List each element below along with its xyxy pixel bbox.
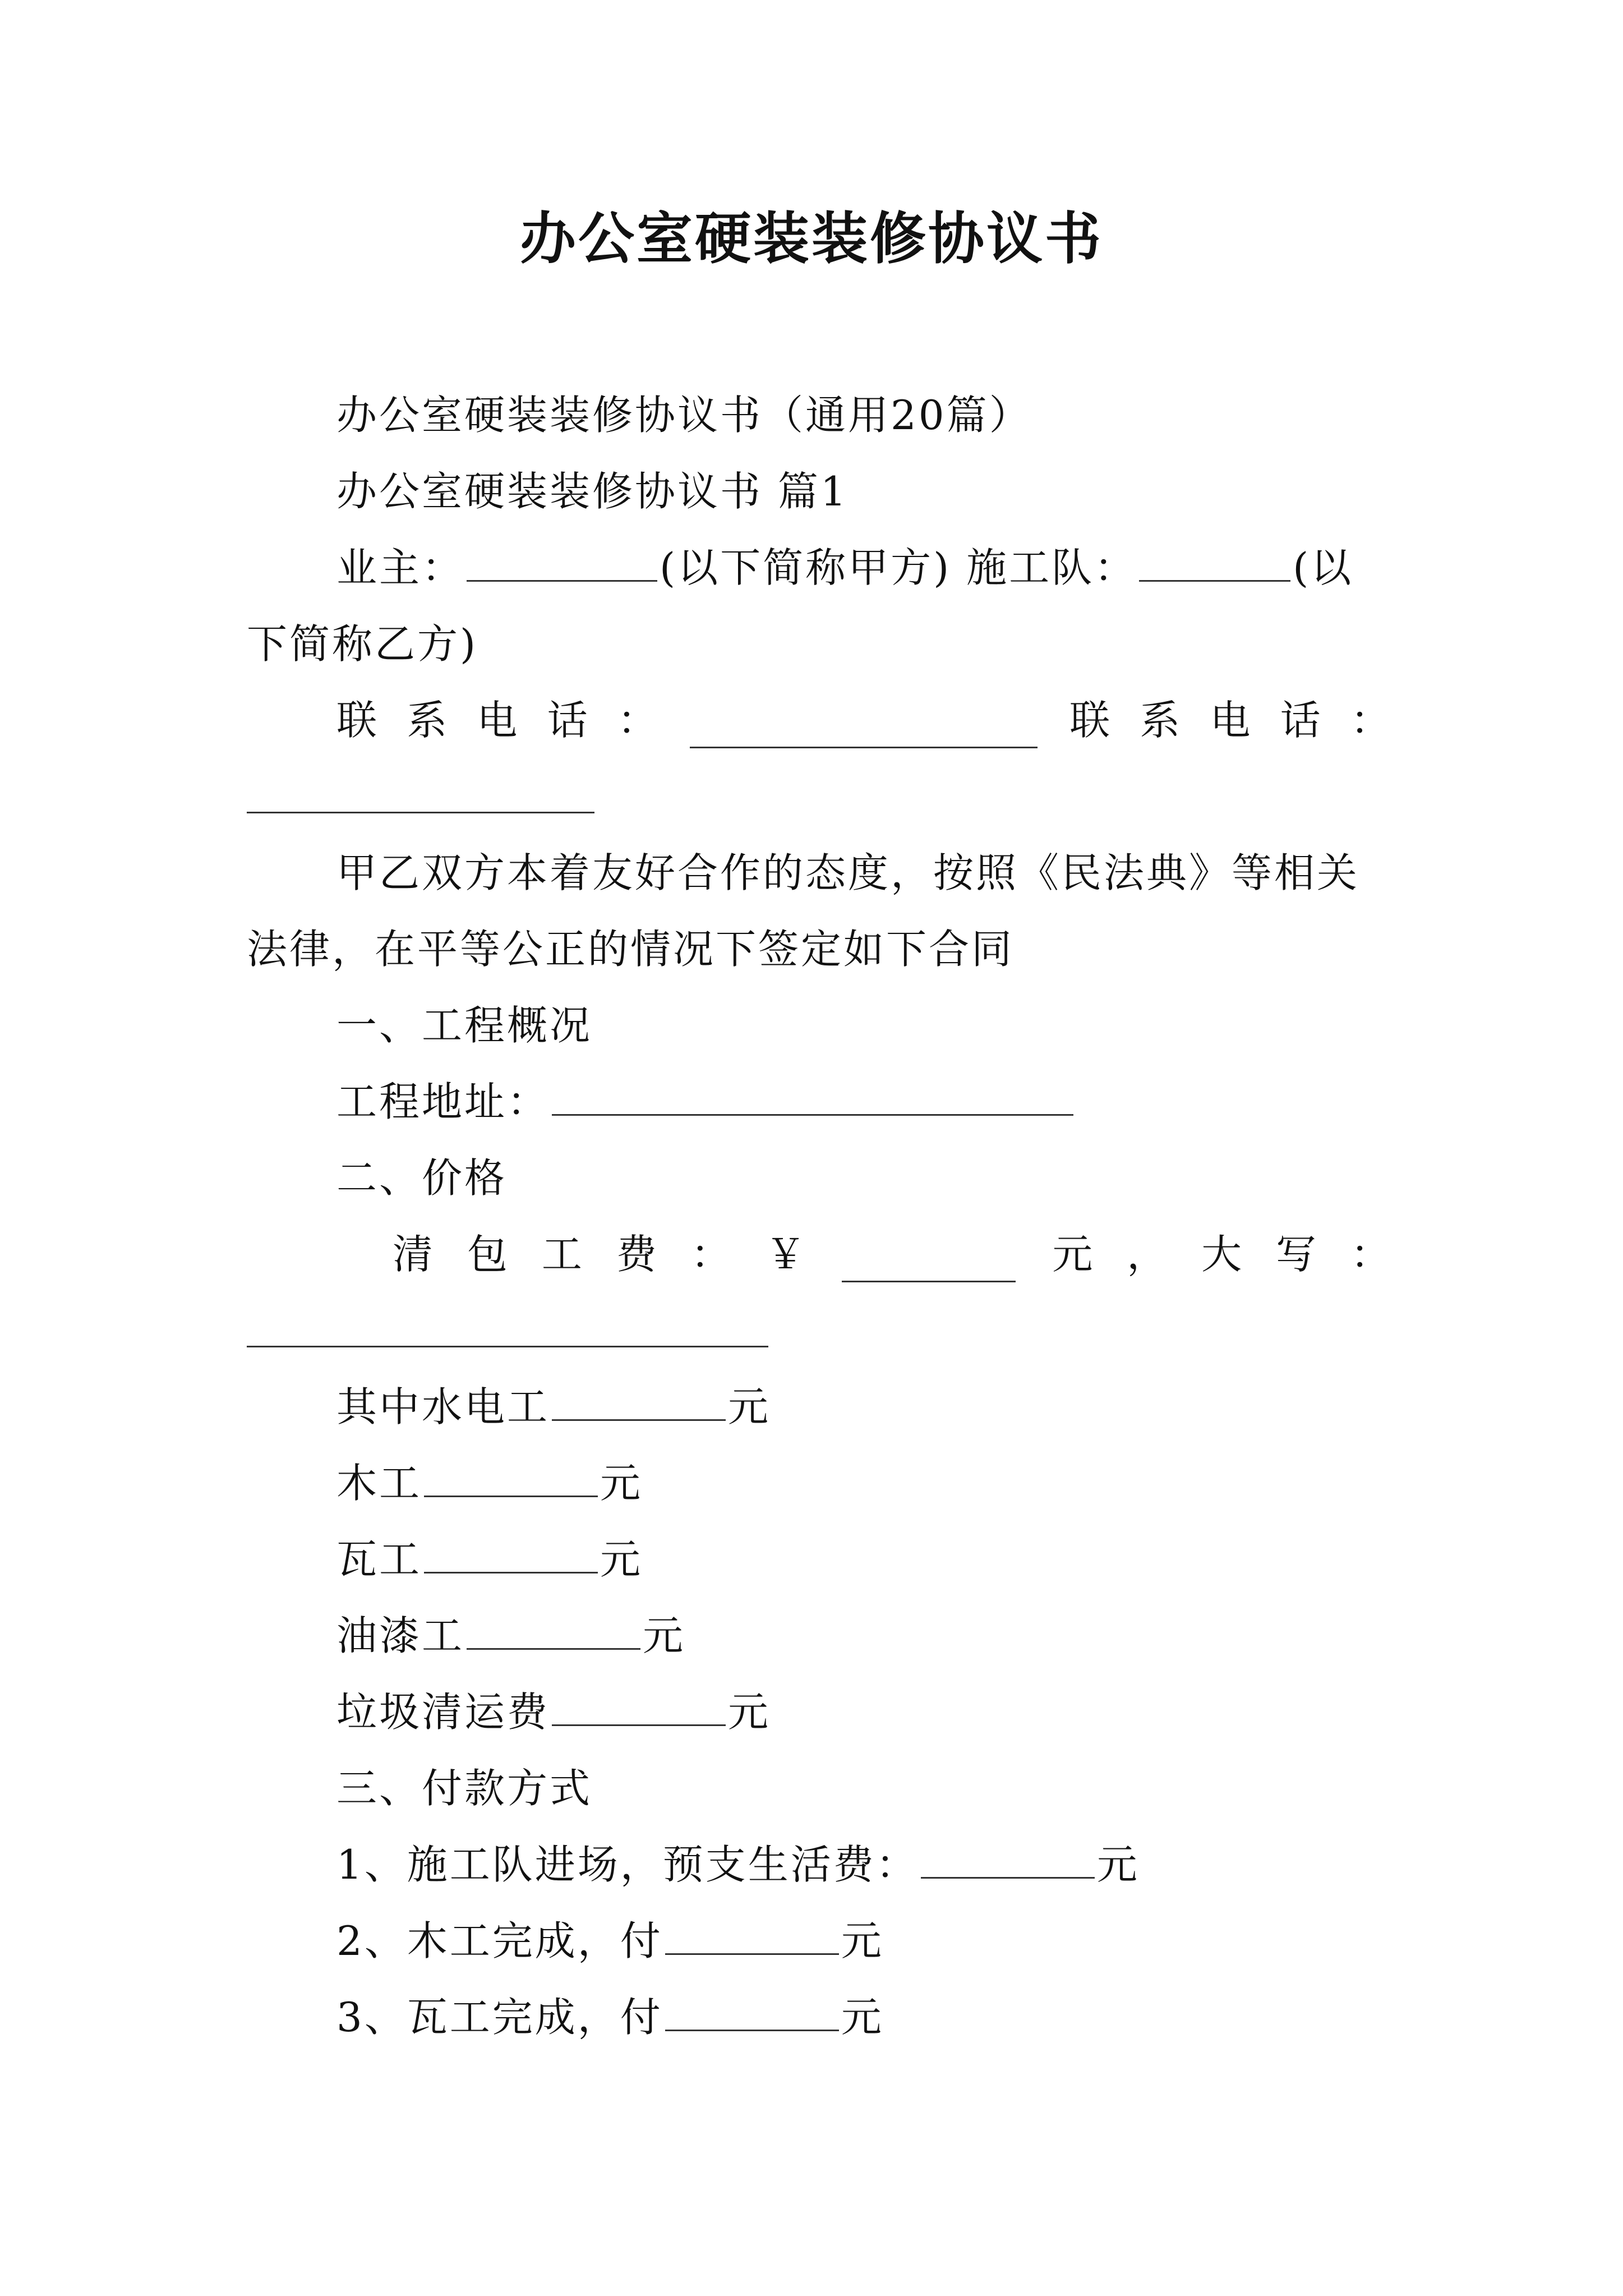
phone-label2-char: 电	[1210, 697, 1251, 744]
phone-label2-char: 话	[1280, 697, 1321, 744]
item-unit: 元	[728, 1383, 771, 1430]
payment-line	[336, 1837, 1140, 1893]
item-label: 油漆工	[336, 1612, 465, 1659]
item-line	[336, 1379, 771, 1435]
section2-heading: 二、价格	[336, 1154, 508, 1202]
owner-label: 业主：	[336, 544, 465, 591]
phone-label2-char: 系	[1140, 697, 1181, 744]
price-line	[393, 1226, 1391, 1282]
phone-label2-char: ：	[1350, 697, 1391, 744]
address-blank	[552, 1075, 1073, 1116]
payment-unit: 元	[1096, 1841, 1140, 1888]
item-unit: 元	[600, 1536, 643, 1583]
section1-heading: 一、工程概况	[336, 1002, 593, 1049]
price-yuan: 元	[1052, 1231, 1093, 1278]
payment-line	[336, 1989, 884, 2045]
item-label: 瓦工	[336, 1536, 422, 1583]
payment-unit: 元	[841, 1994, 884, 2041]
item-unit: 元	[643, 1612, 686, 1659]
price-char: ￥	[765, 1231, 806, 1278]
phone-label1-char: 电	[477, 697, 518, 744]
item-line	[336, 1531, 643, 1588]
phone-label1-char: ：	[617, 697, 658, 744]
payment-line	[336, 1913, 884, 1969]
item-unit: 元	[728, 1688, 771, 1736]
item-blank	[552, 1380, 726, 1421]
phone-label1-char: 话	[547, 697, 588, 744]
price-char: 写	[1276, 1231, 1317, 1278]
phone-line	[336, 692, 1391, 748]
address-line	[336, 1074, 1076, 1130]
payment-blank	[665, 1990, 839, 2031]
phone-label1-char: 系	[407, 697, 448, 744]
price-char: 包	[467, 1231, 508, 1278]
parties-line-wrap: 下简称乙方)	[247, 620, 478, 668]
item-label: 垃圾清运费	[336, 1688, 550, 1736]
price-char: ：	[1350, 1231, 1391, 1278]
address-label: 工程地址：	[336, 1078, 550, 1125]
item-line	[336, 1608, 685, 1664]
payment-blank	[665, 1914, 839, 1955]
price-comma: ，	[1127, 1231, 1168, 1278]
price-char: 工	[541, 1231, 582, 1278]
item-label: 木工	[336, 1460, 422, 1507]
price-char: 清	[393, 1231, 434, 1278]
intro-line-1: 甲乙双方本着友好合作的态度，按照《民法典》等相关	[336, 849, 1360, 896]
phone-label2-char: 联	[1069, 697, 1110, 744]
item-blank	[467, 1609, 640, 1650]
item-label: 其中水电工	[336, 1383, 550, 1430]
item-line	[336, 1684, 771, 1740]
price-char: ：	[690, 1231, 731, 1278]
team-label: 施工队：	[966, 544, 1137, 591]
item-line	[336, 1455, 643, 1511]
payment-label: 2、木工完成，付	[336, 1917, 663, 1964]
payment-unit: 元	[841, 1917, 884, 1964]
item-blank	[552, 1685, 726, 1726]
section3-heading: 三、付款方式	[336, 1765, 593, 1812]
team-suffix-a: (以	[1293, 544, 1354, 591]
payment-label: 1、施工队进场，预支生活费：	[336, 1841, 919, 1888]
payment-blank	[921, 1838, 1095, 1879]
owner-blank	[467, 541, 657, 582]
phone-blank-1	[690, 707, 1038, 748]
price-capital-blank	[247, 1345, 768, 1347]
price-char: 大	[1201, 1231, 1242, 1278]
item-blank	[424, 1456, 598, 1497]
price-char: 费	[616, 1231, 657, 1278]
document-subtitle: 办公室硬装装修协议书（通用20篇）	[336, 392, 1032, 439]
phone-blank-2	[247, 811, 594, 813]
phone-label1-char: 联	[336, 697, 377, 744]
parties-line	[336, 540, 1353, 596]
intro-line-2: 法律，在平等公正的情况下签定如下合同	[247, 926, 1015, 973]
owner-suffix: (以下简称甲方)	[660, 544, 952, 591]
payment-label: 3、瓦工完成，付	[336, 1994, 663, 2041]
section-heading: 办公室硬装装修协议书 篇1	[336, 468, 849, 515]
document-title: 办公室硬装装修协议书	[520, 205, 1103, 272]
item-blank	[424, 1533, 598, 1573]
item-unit: 元	[600, 1460, 643, 1507]
price-amount-blank	[842, 1241, 1016, 1282]
team-blank	[1139, 541, 1290, 582]
